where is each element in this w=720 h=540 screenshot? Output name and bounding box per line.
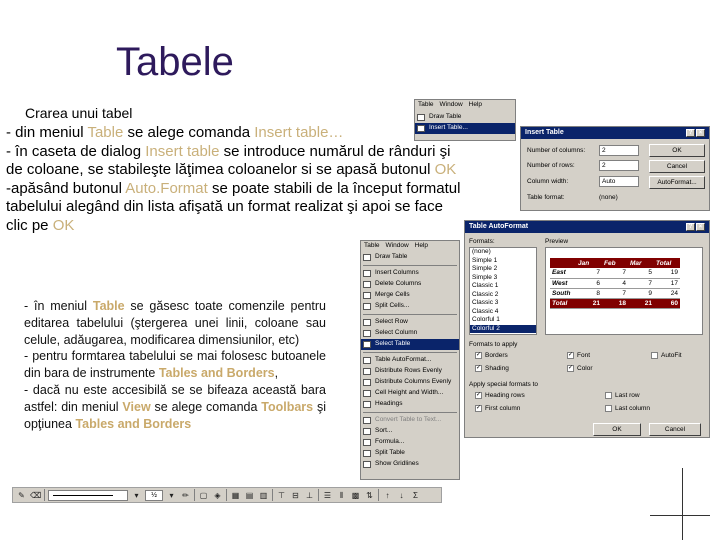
preview-header-cell: Mar bbox=[628, 258, 654, 268]
decorative-line bbox=[682, 468, 683, 540]
border-color-icon[interactable]: ✏ bbox=[182, 490, 189, 500]
menu-item[interactable] bbox=[361, 459, 459, 470]
special-label: Apply special formats to bbox=[469, 381, 539, 388]
toolbar-separator bbox=[44, 489, 45, 501]
menu-item-icon bbox=[417, 114, 425, 121]
highlighted-term: Tables and Borders bbox=[75, 416, 192, 431]
checkbox-mark[interactable]: ✓ bbox=[476, 392, 482, 398]
menu-item-icon bbox=[363, 368, 371, 375]
toolbar-separator bbox=[318, 489, 319, 501]
preview-label: Preview bbox=[545, 238, 569, 245]
checkbox-first-column[interactable] bbox=[475, 405, 520, 412]
checkbox-font[interactable] bbox=[567, 352, 590, 359]
width-field[interactable]: Auto bbox=[599, 176, 639, 187]
formats-list[interactable] bbox=[469, 247, 537, 335]
highlighted-term: Insert table bbox=[145, 142, 220, 160]
close-icon[interactable]: × bbox=[696, 223, 705, 231]
menu-item-label: Distribute Columns Evenly bbox=[375, 378, 452, 385]
highlighted-term: View bbox=[122, 399, 151, 414]
menu-item-label: Insert Table... bbox=[429, 124, 468, 131]
instruction-paragraph bbox=[6, 124, 466, 235]
menu-window[interactable]: Window bbox=[385, 242, 409, 249]
checkbox-mark[interactable]: ✓ bbox=[476, 365, 482, 371]
text-direction-icon[interactable]: ⇅ bbox=[366, 490, 373, 500]
format-option[interactable]: Simple 1 bbox=[472, 256, 498, 264]
toolbar-separator bbox=[272, 489, 273, 501]
autosum-icon[interactable]: Σ bbox=[413, 490, 418, 500]
distribute-rows-icon[interactable]: ☰ bbox=[323, 490, 332, 500]
menu-item[interactable] bbox=[361, 437, 459, 448]
checkbox-label: Heading rows bbox=[485, 392, 525, 400]
menu-item[interactable] bbox=[361, 279, 459, 290]
preview-cell: 21 bbox=[628, 298, 654, 308]
menu-item-label: Convert Table to Text... bbox=[375, 416, 442, 423]
format-option[interactable]: Classic 3 bbox=[472, 299, 499, 306]
checkbox-mark[interactable]: ✓ bbox=[476, 352, 482, 358]
dialog-title-bar bbox=[521, 127, 709, 139]
menu-table[interactable]: Table bbox=[418, 101, 434, 108]
menu-item-label: Headings bbox=[375, 400, 403, 407]
split-cells-icon[interactable]: ▥ bbox=[259, 490, 268, 500]
preview-cell: East bbox=[550, 268, 576, 278]
menu-item-icon bbox=[363, 357, 371, 364]
menu-item[interactable] bbox=[361, 388, 459, 399]
menu-item[interactable] bbox=[361, 317, 459, 328]
menu-item-icon bbox=[363, 379, 371, 386]
close-icon[interactable]: × bbox=[696, 129, 705, 137]
checkbox-label: First column bbox=[485, 405, 521, 413]
menu-separator bbox=[363, 352, 457, 353]
merge-cells-icon[interactable]: ▤ bbox=[245, 490, 254, 500]
preview-cell: 17 bbox=[654, 278, 680, 288]
paragraph-text: -apăsând butonul bbox=[6, 179, 126, 197]
menu-notes-paragraph bbox=[24, 298, 326, 432]
preview-header-cell: Total bbox=[654, 258, 680, 268]
checkbox-mark[interactable] bbox=[605, 392, 612, 399]
menu-item[interactable] bbox=[361, 268, 459, 279]
checkbox-mark[interactable] bbox=[605, 405, 612, 412]
checkbox-mark[interactable]: ✓ bbox=[476, 405, 482, 411]
menu-item[interactable] bbox=[361, 339, 459, 350]
toolbar-separator bbox=[226, 489, 227, 501]
paragraph-text: - în caseta de dialog bbox=[6, 142, 146, 160]
dropdown-arrow-icon[interactable]: ▾ bbox=[134, 490, 139, 500]
highlighted-term: Toolbars bbox=[261, 399, 314, 414]
columns-label: Number of columns: bbox=[527, 147, 586, 154]
dropdown-arrow-icon[interactable]: ▾ bbox=[169, 490, 174, 500]
menu-item-label: Select Table bbox=[375, 340, 411, 347]
menu-item-label: Split Table bbox=[375, 449, 405, 456]
checkbox-last-column[interactable] bbox=[605, 405, 650, 412]
checkbox-label: Color bbox=[577, 365, 593, 373]
table-menu-expanded bbox=[360, 240, 460, 480]
menu-item-icon bbox=[363, 439, 371, 446]
preview-cell: 24 bbox=[654, 288, 680, 298]
paragraph-text: - în meniul bbox=[24, 299, 93, 313]
checkbox-label: Font bbox=[577, 352, 591, 360]
menu-item-label: Select Row bbox=[375, 318, 408, 325]
preview-cell: Total bbox=[550, 298, 576, 308]
format-option[interactable]: Classic 4 bbox=[472, 307, 499, 315]
paragraph-text: şi opţiunea bbox=[24, 399, 326, 431]
format-option[interactable]: Simple 2 bbox=[472, 265, 498, 272]
menu-item-label: Table AutoFormat... bbox=[375, 356, 432, 363]
preview-cell: South bbox=[550, 288, 576, 298]
preview-cell: 6 bbox=[576, 278, 602, 288]
insert-table-icon[interactable]: ▦ bbox=[231, 490, 240, 500]
format-label: Table format: bbox=[527, 194, 565, 201]
preview-row bbox=[550, 278, 680, 288]
sort-ascending-icon[interactable]: ↑ bbox=[385, 490, 390, 500]
paragraph-text: se găsesc toate comenzile pentru editarea tabelului (ştergerea unei linii, coloane sau celule, adăugarea, modificarea dimensiunilor, etc) bbox=[24, 299, 326, 347]
sort-descending-icon[interactable]: ↓ bbox=[399, 490, 404, 500]
insert-table-dialog bbox=[520, 126, 710, 211]
preview-row bbox=[550, 298, 680, 308]
menu-item-label: Sort... bbox=[375, 427, 393, 434]
decorative-line bbox=[650, 515, 710, 516]
toolbar-separator bbox=[194, 489, 195, 501]
menu-separator bbox=[363, 412, 457, 413]
menu-item-icon bbox=[417, 125, 425, 132]
menu-table[interactable]: Table bbox=[364, 242, 380, 249]
ok-button[interactable]: OK bbox=[649, 144, 705, 157]
format-value: (none) bbox=[599, 194, 618, 201]
menu-item-icon bbox=[363, 303, 371, 310]
preview-cell: 60 bbox=[654, 298, 680, 308]
rows-field[interactable]: 2 bbox=[599, 160, 639, 171]
dialog-title: Table AutoFormat bbox=[469, 223, 529, 230]
preview-table bbox=[550, 258, 680, 309]
tables-borders-toolbar bbox=[12, 487, 442, 503]
borders-icon[interactable]: ▢ bbox=[199, 490, 208, 500]
menu-item[interactable] bbox=[361, 399, 459, 410]
preview-cell: 19 bbox=[654, 268, 680, 278]
table-autoformat-icon[interactable]: ▩ bbox=[351, 490, 360, 500]
preview-cell: 21 bbox=[576, 298, 602, 308]
menu-item-icon bbox=[363, 390, 371, 397]
format-option[interactable]: Classic 1 bbox=[472, 282, 499, 289]
highlighted-term: Tables and Borders bbox=[158, 366, 275, 381]
menu-bar bbox=[361, 241, 459, 251]
preview-pane bbox=[545, 247, 703, 335]
menu-help[interactable]: Help bbox=[414, 242, 429, 249]
paragraph-text: - din meniul bbox=[6, 124, 88, 141]
menu-item-icon bbox=[363, 461, 371, 468]
checkbox-heading-rows[interactable] bbox=[475, 392, 525, 399]
highlighted-term: Table bbox=[92, 299, 125, 313]
checkbox-mark[interactable]: ✓ bbox=[568, 365, 574, 371]
line-style-sample bbox=[53, 495, 113, 496]
checkbox-borders[interactable] bbox=[475, 352, 508, 359]
paragraph-text: se alege comanda bbox=[150, 399, 262, 414]
preview-header-cell: Feb bbox=[602, 258, 628, 268]
menu-item-label: Delete Columns bbox=[375, 280, 422, 287]
checkbox-last-row[interactable] bbox=[605, 392, 640, 399]
menu-bar bbox=[415, 100, 515, 110]
checkbox-color[interactable] bbox=[567, 365, 593, 372]
menu-item-icon bbox=[363, 401, 371, 408]
menu-separator bbox=[363, 265, 457, 266]
preview-header-cell: Jan bbox=[576, 258, 602, 268]
menu-item-icon bbox=[363, 292, 371, 299]
line-style-dropdown[interactable] bbox=[48, 490, 128, 501]
menu-item-label: Cell Height and Width... bbox=[375, 389, 444, 396]
highlighted-term: Table bbox=[87, 124, 124, 141]
menu-item[interactable] bbox=[415, 112, 515, 123]
menu-item bbox=[361, 415, 459, 426]
checkbox-mark[interactable] bbox=[651, 352, 658, 359]
apply-label: Formats to apply bbox=[469, 341, 518, 348]
cancel-button[interactable]: Cancel bbox=[649, 423, 701, 436]
preview-cell: 9 bbox=[628, 288, 654, 298]
pencil-icon[interactable]: ✎ bbox=[18, 490, 25, 500]
checkbox-shading[interactable] bbox=[475, 365, 509, 372]
paragraph-text: se alege comanda bbox=[123, 124, 255, 141]
preview-cell: 7 bbox=[628, 278, 654, 288]
slide-subtitle: Crarea unui tabel bbox=[25, 105, 133, 121]
format-option[interactable]: Simple 3 bbox=[472, 273, 498, 281]
checkbox-autofit[interactable] bbox=[651, 352, 682, 359]
table-autoformat-dialog bbox=[464, 220, 710, 438]
highlighted-term: OK bbox=[434, 161, 457, 178]
menu-window[interactable]: Window bbox=[439, 101, 463, 108]
rows-label: Number of rows: bbox=[527, 162, 575, 169]
menu-item[interactable] bbox=[361, 366, 459, 377]
menu-item[interactable] bbox=[361, 252, 459, 263]
menu-item[interactable] bbox=[361, 301, 459, 312]
checkbox-label: Last row bbox=[615, 392, 640, 400]
checkbox-label: Last column bbox=[615, 405, 651, 413]
help-icon[interactable]: ? bbox=[686, 223, 695, 231]
menu-item-label: Merge Cells bbox=[375, 291, 410, 298]
menu-item-icon bbox=[363, 450, 371, 457]
highlighted-term: Insert table… bbox=[254, 124, 344, 141]
checkbox-label: Borders bbox=[485, 352, 508, 360]
preview-cell: 7 bbox=[602, 268, 628, 278]
menu-separator bbox=[363, 314, 457, 315]
autoformat-button[interactable]: AutoFormat... bbox=[649, 176, 705, 189]
table-menu-small bbox=[414, 99, 516, 141]
menu-item-label: Draw Table bbox=[375, 253, 408, 260]
preview-cell: 5 bbox=[628, 268, 654, 278]
menu-item-icon bbox=[363, 270, 371, 277]
align-bottom-icon[interactable]: ⊥ bbox=[306, 490, 313, 500]
preview-cell: 4 bbox=[602, 278, 628, 288]
menu-item-label: Split Cells... bbox=[375, 302, 410, 309]
ok-button[interactable]: OK bbox=[593, 423, 641, 436]
menu-item[interactable] bbox=[361, 290, 459, 301]
preview-cell: West bbox=[550, 278, 576, 288]
menu-item[interactable] bbox=[361, 448, 459, 459]
dialog-title: Insert Table bbox=[525, 129, 564, 136]
preview-row bbox=[550, 268, 680, 278]
preview-cell: 18 bbox=[602, 298, 628, 308]
format-option[interactable]: Colorful 1 bbox=[472, 316, 500, 323]
paragraph-text: se poate stabili de la început formatul tabelului alegând din lista afişată un format realizat şi apoi se face clic pe bbox=[6, 179, 461, 234]
format-option[interactable]: Classic 2 bbox=[472, 290, 499, 298]
checkbox-mark[interactable]: ✓ bbox=[568, 352, 574, 358]
menu-item-icon bbox=[363, 254, 371, 261]
preview-cell: 7 bbox=[602, 288, 628, 298]
menu-item-label: Formula... bbox=[375, 438, 405, 445]
menu-item[interactable] bbox=[415, 123, 515, 134]
preview-cell: 7 bbox=[576, 268, 602, 278]
format-option[interactable]: Colorful 2 bbox=[470, 325, 536, 334]
preview-row bbox=[550, 288, 680, 298]
checkbox-label: AutoFit bbox=[661, 352, 682, 360]
menu-item-icon bbox=[363, 281, 371, 288]
menu-item-icon bbox=[363, 330, 371, 337]
menu-item-icon bbox=[363, 417, 371, 424]
cancel-button[interactable]: Cancel bbox=[649, 160, 705, 173]
align-top-icon[interactable]: ⊤ bbox=[278, 490, 285, 500]
menu-item[interactable] bbox=[361, 328, 459, 339]
menu-item-label: Draw Table bbox=[429, 113, 462, 120]
distribute-columns-icon[interactable]: ⫴ bbox=[339, 490, 344, 500]
slide-title: Tabele bbox=[116, 40, 234, 84]
menu-item-label: Distribute Rows Evenly bbox=[375, 367, 442, 374]
paragraph-text: - dacă nu este accesibilă se se bifeaza această bara astfel: din meniul bbox=[24, 382, 326, 414]
highlighted-term: OK bbox=[52, 216, 75, 234]
line-weight-dropdown[interactable]: ½ bbox=[145, 490, 163, 501]
toolbar-separator bbox=[378, 489, 379, 501]
dialog-title-bar bbox=[465, 221, 709, 233]
menu-item-icon bbox=[363, 319, 371, 326]
center-vertically-icon[interactable]: ⊟ bbox=[292, 490, 299, 500]
format-option[interactable]: (none) bbox=[472, 248, 491, 255]
preview-header-row bbox=[550, 258, 680, 268]
menu-item[interactable] bbox=[361, 355, 459, 366]
menu-item-label: Insert Columns bbox=[375, 269, 419, 276]
menu-item[interactable] bbox=[361, 426, 459, 437]
eraser-icon[interactable]: ⌫ bbox=[30, 490, 42, 500]
help-icon[interactable]: ? bbox=[686, 129, 695, 137]
menu-item-icon bbox=[363, 341, 371, 348]
preview-cell: 8 bbox=[576, 288, 602, 298]
menu-help[interactable]: Help bbox=[468, 101, 483, 108]
checkbox-label: Shading bbox=[485, 365, 509, 373]
paragraph-text: se introduce numărul de rânduri şi de coloane, se stabileşte lăţimea coloanelor si se apasă butonul bbox=[6, 142, 451, 178]
menu-item-label: Show Gridlines bbox=[375, 460, 419, 467]
paragraph-text: - pentru formtarea tabelului se mai folosesc butoanele din bara de instrumente bbox=[24, 349, 326, 381]
paragraph-text: , bbox=[274, 366, 279, 381]
menu-item-label: Select Column bbox=[375, 329, 418, 336]
preview-header-cell bbox=[550, 258, 576, 268]
shading-icon[interactable]: ◈ bbox=[214, 490, 221, 500]
menu-item[interactable] bbox=[361, 377, 459, 388]
columns-field[interactable]: 2 bbox=[599, 145, 639, 156]
highlighted-term: Auto.Format bbox=[125, 179, 208, 197]
formats-label: Formats: bbox=[469, 238, 495, 245]
menu-item-icon bbox=[363, 428, 371, 435]
width-label: Column width: bbox=[527, 178, 569, 185]
